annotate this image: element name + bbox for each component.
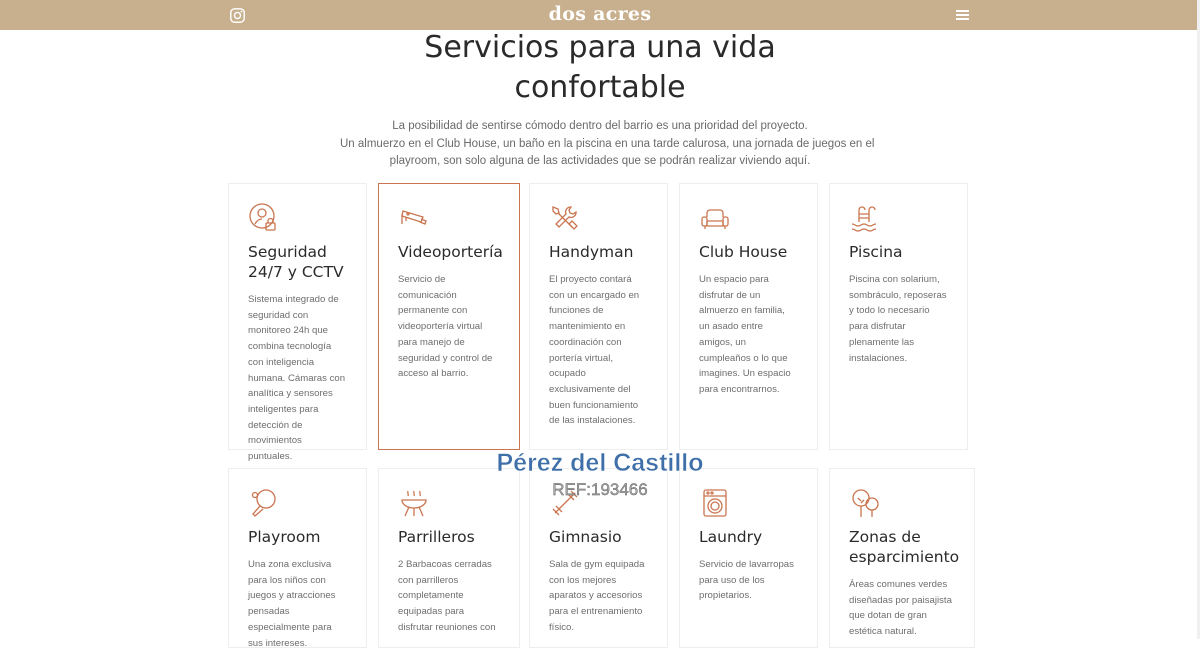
service-description: Sala de gym equipada con los mejores aparatos y accesorios para el entrenamiento físico. <box>549 559 645 633</box>
pool-ladder-icon <box>849 202 881 234</box>
intro-line-1: La posibilidad de sentirse cómodo dentro del barrio es una prioridad del proyecto. <box>392 120 808 132</box>
service-description: Una zona exclusiva para los niños con juegos y atracciones pensadas especialmente para sus intereses. <box>248 559 336 649</box>
trees-icon <box>849 487 881 519</box>
grill-icon <box>398 487 430 519</box>
service-title: Piscina <box>849 243 903 261</box>
service-card-videoporteria[interactable] <box>378 183 520 450</box>
service-description: Servicio de lavarropas para uso de los propietarios. <box>699 559 794 602</box>
service-card-handyman[interactable] <box>529 183 668 450</box>
watermark-agency-name: Pérez del Castillo <box>496 449 704 477</box>
ping-pong-icon <box>248 487 280 519</box>
service-title: Club House <box>699 243 788 261</box>
service-description: Servicio de comunicación permanente con videoportería virtual para manejo de seguridad y control de acceso al barrio. <box>398 274 493 380</box>
top-navigation-bar <box>0 0 1200 30</box>
tools-wrench-icon <box>549 202 581 234</box>
section-title-line-2: confortable <box>514 70 686 105</box>
security-camera-icon <box>398 202 430 234</box>
security-user-lock-icon <box>248 202 280 234</box>
brand-logo[interactable]: dos acres <box>548 3 652 25</box>
service-description: Sistema integrado de seguridad con monitoreo 24h que combina tecnología con inteligencia humana. Cámaras con analítica y sensores inteligentes para detección de movimientos puntuales. <box>248 294 346 463</box>
service-card-club-house[interactable] <box>679 183 818 450</box>
section-title-line-1: Servicios para una vida <box>424 30 776 65</box>
service-description: Un espacio para disfrutar de un almuerzo en familia, un asado entre amigos, un cumpleaños o lo que imagines. Un espacio para encontrarnos. <box>699 274 791 395</box>
service-title: Laundry <box>699 528 763 546</box>
service-title: Playroom <box>248 528 321 546</box>
sofa-icon <box>699 202 731 234</box>
hamburger-menu-icon[interactable] <box>956 9 969 21</box>
service-title: Gimnasio <box>549 528 622 546</box>
section-title <box>300 28 900 108</box>
service-title: Handyman <box>549 243 634 261</box>
intro-line-3: playroom, son solo alguna de las actividades que se podrán realizar viviendo aquí. <box>389 155 811 167</box>
service-description: Piscina con solarium, sombráculo, reposeras y todo lo necesario para disfrutar plenamente las instalaciones. <box>849 274 947 364</box>
section-intro <box>340 118 875 171</box>
service-title: Zonas de esparcimiento <box>849 528 960 566</box>
service-card-piscina[interactable] <box>829 183 968 450</box>
watermark-reference: REF:193466 <box>552 480 648 499</box>
service-description: 2 Barbacoas cerradas con parrilleros completamente equipadas para disfrutar reuniones con <box>398 559 496 633</box>
service-card-playroom[interactable] <box>228 468 367 648</box>
service-title: Videoportería <box>398 243 503 261</box>
service-title: Seguridad 24/7 y CCTV <box>248 243 344 281</box>
intro-line-2: Un almuerzo en el Club House, un baño en la piscina en una tarde calurosa, una jornada de juegos en el <box>340 137 875 150</box>
service-card-seguridad[interactable] <box>228 183 367 463</box>
service-description: Áreas comunes verdes diseñadas por paisajista que dotan de gran estética natural. <box>849 579 952 638</box>
service-title: Parrilleros <box>398 528 475 546</box>
service-description: El proyecto contará con un encargado en funciones de mantenimiento en coordinación con portería virtual, ocupado exclusivamente del buen funcionamiento de las instalaciones. <box>549 274 640 427</box>
service-card-zonas-esparcimiento[interactable] <box>829 468 975 648</box>
